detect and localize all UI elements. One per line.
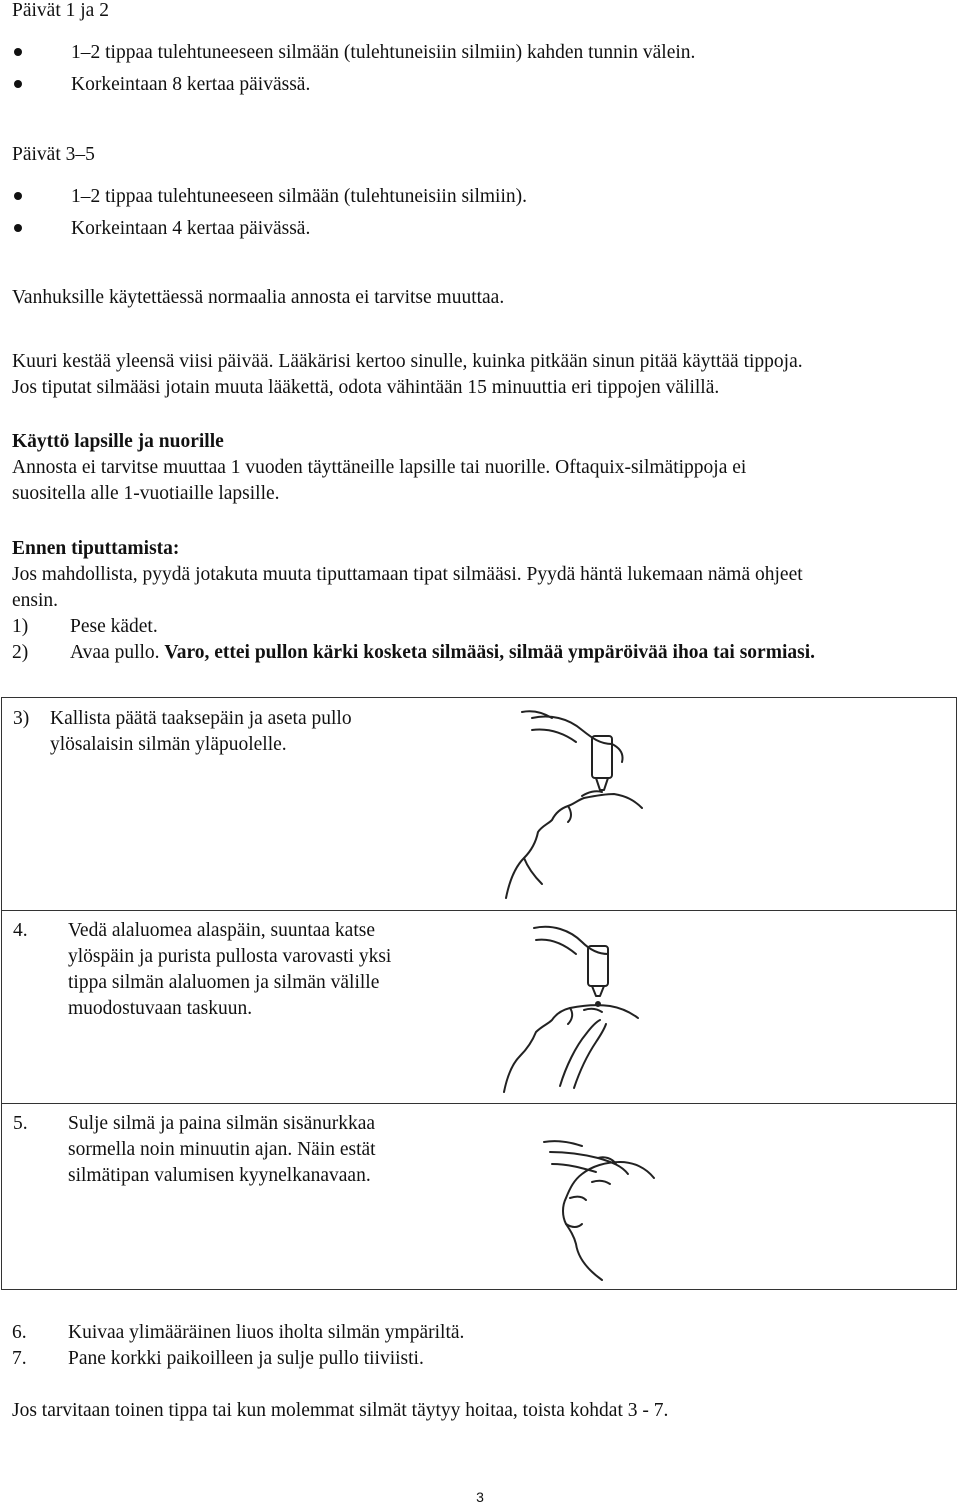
pulling-eyelid-icon — [500, 916, 650, 1096]
bullet-text: 1–2 tippaa tulehtuneeseen silmään (tulehtuneisiin silmiin). — [71, 186, 527, 207]
children-paragraph-line: Annosta ei tarvitse muuttaa 1 vuoden täyttäneille lapsille tai nuorille. Oftaquix-silmätippoja ei — [12, 457, 747, 478]
step-number: 4. — [13, 920, 28, 941]
finger-pressing-eye-icon — [542, 1112, 662, 1284]
course-paragraph-line: Jos tiputat silmääsi jotain muuta lääkettä, odota vähintään 15 minuuttia eri tippojen välillä. — [12, 377, 720, 398]
page-number: 3 — [476, 1489, 484, 1505]
step-text-line: Sulje silmä ja paina silmän sisänurkkaa — [68, 1113, 376, 1134]
step-text-plain: Avaa pullo. — [70, 642, 160, 663]
step-text-line: Vedä alaluomea alaspäin, suuntaa katse — [68, 920, 376, 941]
before-heading: Ennen tiputtamista: — [12, 538, 180, 559]
step-text: Pane korkki paikoilleen ja sulje pullo tiiviisti. — [68, 1348, 424, 1369]
step-text-line: tippa silmän alaluomen ja silmän välille — [68, 972, 380, 993]
bullet-icon — [14, 192, 22, 200]
step-text-line: Kallista päätä taaksepäin ja aseta pullo — [50, 708, 352, 729]
bullet-text: Korkeintaan 8 kertaa päivässä. — [71, 74, 311, 95]
before-paragraph-line: Jos mahdollista, pyydä jotakuta muuta tiputtamaan tipat silmääsi. Pyydä häntä lukemaan nämä ohjeet — [12, 564, 803, 585]
bullet-text: Korkeintaan 4 kertaa päivässä. — [71, 218, 311, 239]
bullet-icon — [14, 48, 22, 56]
step-text-line: muodostuvaan taskuun. — [68, 998, 253, 1019]
bullet-text: 1–2 tippaa tulehtuneeseen silmään (tulehtuneisiin silmiin) kahden tunnin välein. — [71, 42, 696, 63]
both-eyes-paragraph: Jos tarvitaan toinen tippa tai kun molemmat silmät täytyy hoitaa, toista kohdat 3 - 7. — [12, 1400, 669, 1421]
step-number: 1) — [12, 616, 29, 637]
step-text-line: sormella noin minuutin ajan. Näin estät — [68, 1139, 376, 1160]
children-paragraph-line: suositella alle 1-vuotiaille lapsille. — [12, 483, 280, 504]
before-paragraph-line: ensin. — [12, 590, 59, 611]
step-text: Kuivaa ylimääräinen liuos iholta silmän ympäriltä. — [68, 1322, 465, 1343]
heading-days-3-5: Päivät 3–5 — [12, 144, 95, 165]
table-row-divider — [2, 1103, 956, 1104]
step-number: 3) — [13, 708, 30, 729]
course-paragraph-line: Kuuri kestää yleensä viisi päivää. Lääkärisi kertoo sinulle, kuinka pitkään sinun pitää käyttää tippoja. — [12, 351, 803, 372]
step-warning: Varo, ettei pullon kärki kosketa silmääsi, silmää ympäröivää ihoa tai sormiasi. — [164, 642, 815, 663]
elderly-paragraph: Vanhuksille käytettäessä normaalia annosta ei tarvitse muuttaa. — [12, 287, 505, 308]
step-text — [70, 640, 815, 666]
step-text-line: silmätipan valumisen kyynelkanavaan. — [68, 1165, 371, 1186]
head-tilted-bottle-icon — [502, 708, 652, 903]
children-heading: Käyttö lapsille ja nuorille — [12, 431, 224, 452]
bullet-icon — [14, 224, 22, 232]
step-text-line: ylösalaisin silmän yläpuolelle. — [50, 734, 287, 755]
step-number: 7. — [12, 1348, 27, 1369]
step-number: 6. — [12, 1322, 27, 1343]
step-number: 2) — [12, 642, 29, 663]
step-text-line: ylöspäin ja purista pullosta varovasti yksi — [68, 946, 392, 967]
step-number: 5. — [13, 1113, 28, 1134]
step-text: Pese kädet. — [70, 616, 158, 637]
bullet-icon — [14, 80, 22, 88]
heading-days-1-2: Päivät 1 ja 2 — [12, 0, 109, 21]
steps-table — [1, 697, 957, 1290]
table-row-divider — [2, 910, 956, 911]
